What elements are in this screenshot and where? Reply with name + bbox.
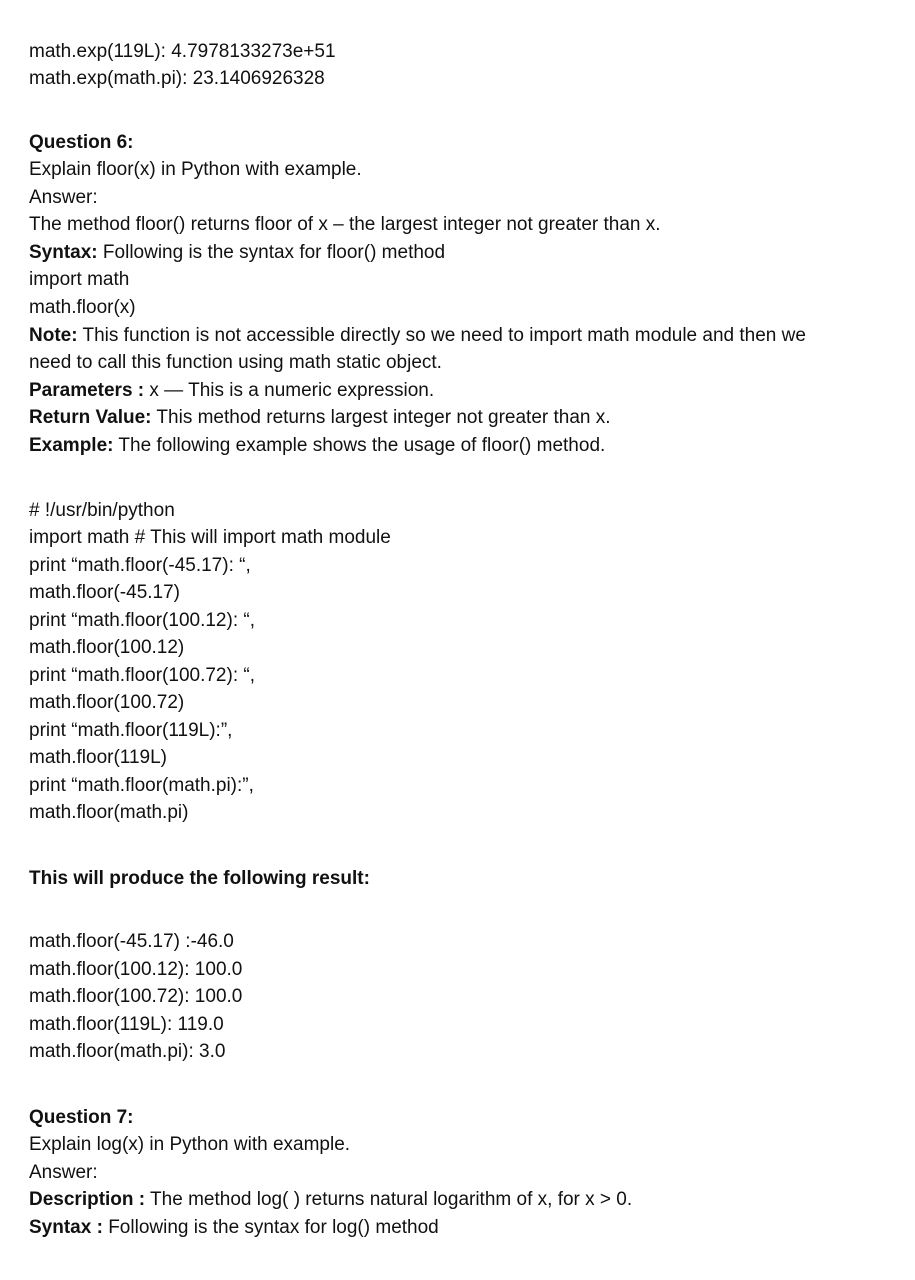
syntax-text: Following is the syntax for log() method xyxy=(102,1217,439,1238)
output-line: math.exp(math.pi): 23.1406926328 xyxy=(29,68,325,89)
description-line xyxy=(29,1188,632,1212)
note-text: This function is not accessible directly so we need to import math module and then we xyxy=(77,325,806,346)
question-6-heading: Question 6: xyxy=(29,132,134,153)
question-7-heading: Question 7: xyxy=(29,1107,134,1128)
code-line: math.floor(100.72) xyxy=(29,692,185,713)
question-7-text: Explain log(x) in Python with example. xyxy=(29,1134,351,1155)
code-line: print “math.floor(100.72): “, xyxy=(29,665,255,686)
example-line xyxy=(29,434,605,458)
syntax-label: Syntax : xyxy=(29,1217,103,1238)
description-text: The method log( ) returns natural logarithm of x, for x > 0. xyxy=(145,1189,633,1210)
result-line: math.floor(100.12): 100.0 xyxy=(29,959,243,980)
code-line: print “math.floor(-45.17): “, xyxy=(29,555,251,576)
code-line: print “math.floor(math.pi):”, xyxy=(29,775,254,796)
parameters-text: x — This is a numeric expression. xyxy=(144,380,435,401)
description-label: Description : xyxy=(29,1189,146,1210)
floor-description: The method floor() returns floor of x – the largest integer not greater than x. xyxy=(29,214,661,235)
result-line: math.floor(119L): 119.0 xyxy=(29,1014,224,1035)
return-value-label: Return Value: xyxy=(29,407,152,428)
syntax-line xyxy=(29,241,445,265)
code-line: print “math.floor(119L):”, xyxy=(29,720,233,741)
note-line-continued: need to call this function using math static object. xyxy=(29,352,442,373)
question-6-text: Explain floor(x) in Python with example. xyxy=(29,159,362,180)
result-heading: This will produce the following result: xyxy=(29,868,370,889)
code-line: math.floor(-45.17) xyxy=(29,582,181,603)
note-label: Note: xyxy=(29,325,78,346)
code-line: # !/usr/bin/python xyxy=(29,500,175,521)
output-line: math.exp(119L): 4.7978133273e+51 xyxy=(29,41,336,62)
code-line: print “math.floor(100.12): “, xyxy=(29,610,255,631)
example-label: Example: xyxy=(29,435,114,456)
syntax-line xyxy=(29,1216,439,1240)
code-line: import math # This will import math module xyxy=(29,527,391,548)
result-line: math.floor(100.72): 100.0 xyxy=(29,986,243,1007)
syntax-code-line: math.floor(x) xyxy=(29,297,136,318)
return-value-text: This method returns largest integer not greater than x. xyxy=(151,407,611,428)
code-line: math.floor(100.12) xyxy=(29,637,185,658)
note-line xyxy=(29,324,806,348)
result-line: math.floor(-45.17) :-46.0 xyxy=(29,931,234,952)
example-text: The following example shows the usage of floor() method. xyxy=(113,435,606,456)
return-value-line xyxy=(29,406,611,430)
result-line: math.floor(math.pi): 3.0 xyxy=(29,1041,226,1062)
syntax-code-line: import math xyxy=(29,269,130,290)
syntax-label: Syntax: xyxy=(29,242,98,263)
parameters-line xyxy=(29,379,434,403)
code-line: math.floor(math.pi) xyxy=(29,802,189,823)
parameters-label: Parameters : xyxy=(29,380,145,401)
answer-label: Answer: xyxy=(29,1162,98,1183)
answer-label: Answer: xyxy=(29,187,98,208)
code-line: math.floor(119L) xyxy=(29,747,167,768)
syntax-text: Following is the syntax for floor() method xyxy=(97,242,446,263)
